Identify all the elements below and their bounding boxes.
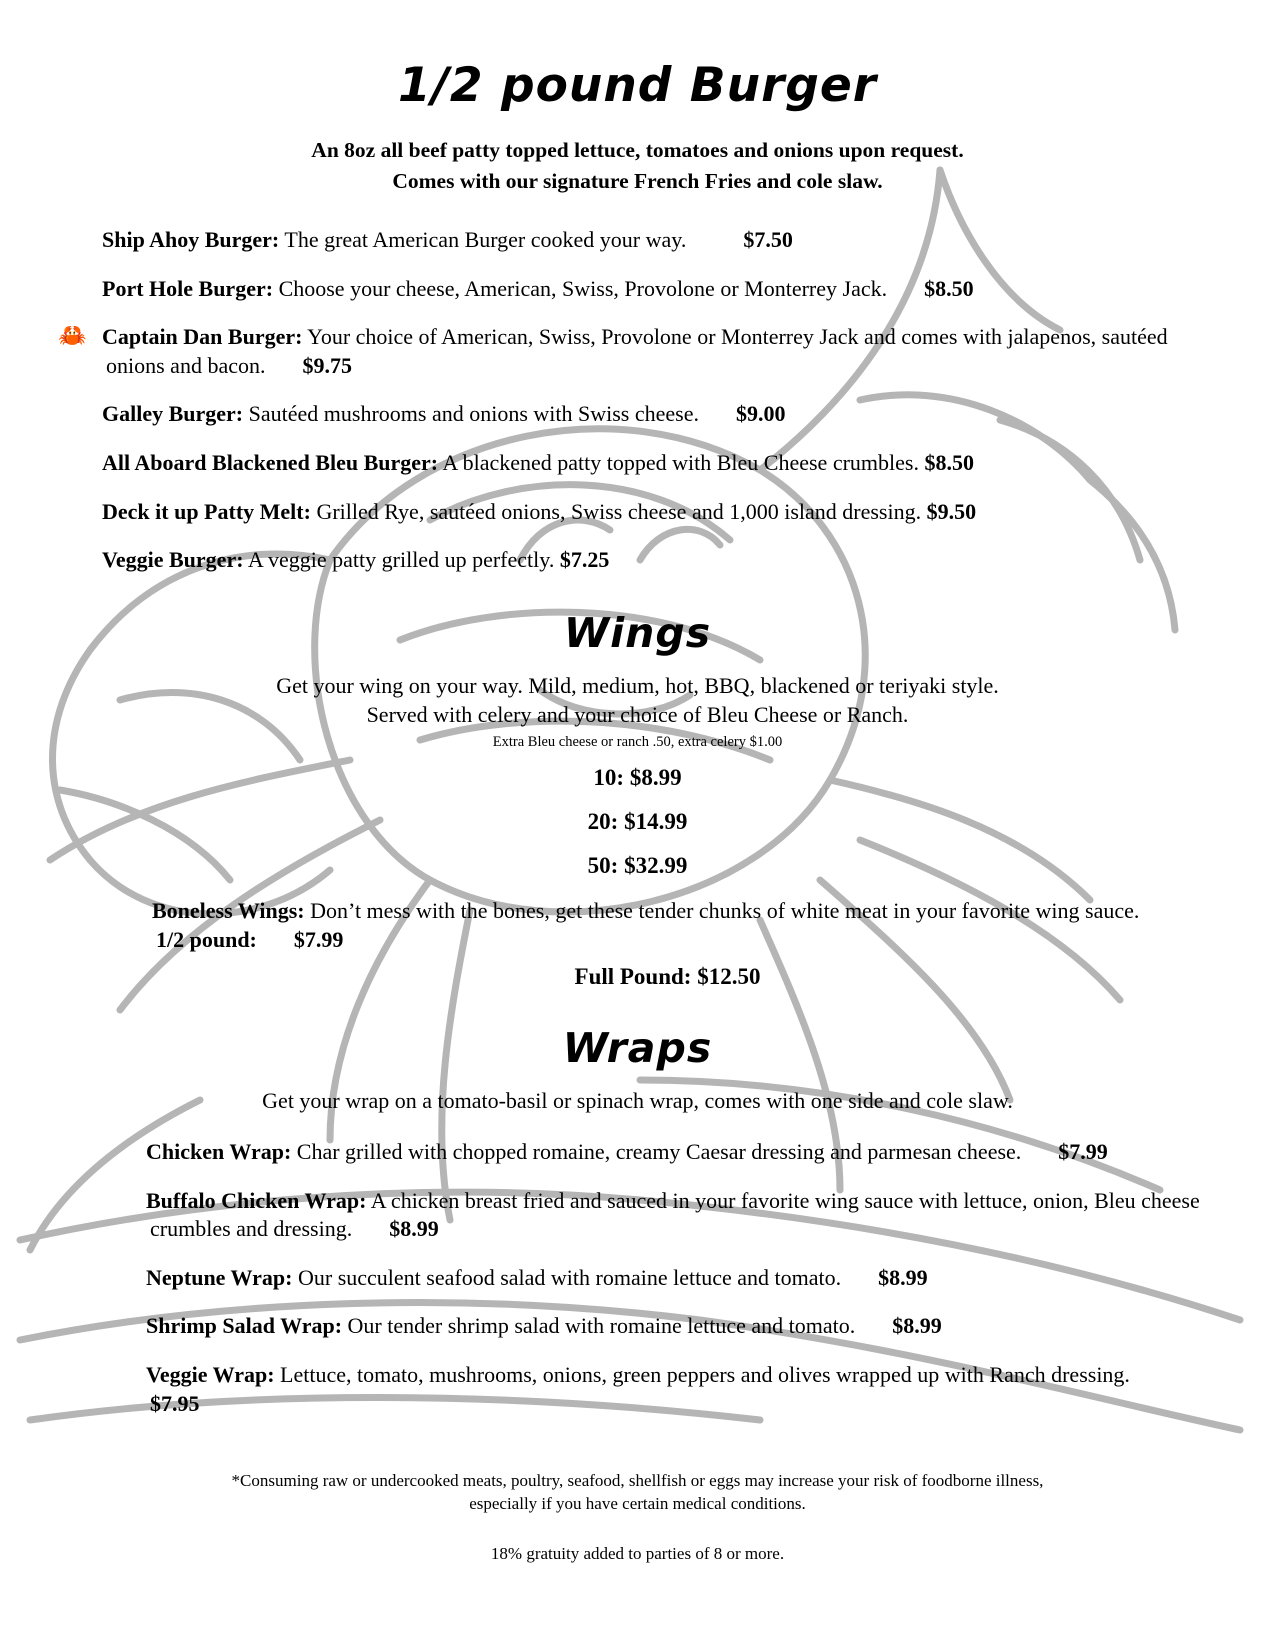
item-price: $7.50 <box>743 227 793 253</box>
boneless-full-pound-price: Full Pound: $12.50 <box>574 964 761 990</box>
menu-item <box>60 1187 1215 1244</box>
item-name: Veggie Burger: <box>102 547 244 573</box>
burgers-section-title: 1/2 pound Burger <box>398 58 877 113</box>
item-description: A blackened patty topped with Bleu Cheese crumbles. <box>442 450 919 475</box>
disclaimer-line-2: especially if you have certain medical conditions. <box>469 1494 806 1514</box>
item-description: Your choice of American, Swiss, Provolone or Monterrey Jack and comes with jalapenos, sautéed onions and bacon. <box>106 324 1168 378</box>
burgers-intro-line-2: Comes with our signature French Fries and cole slaw. <box>392 168 883 193</box>
item-name: Ship Ahoy Burger: <box>102 227 280 253</box>
menu-item <box>60 498 1215 527</box>
menu-item <box>60 897 1215 954</box>
menu-item <box>60 1138 1215 1167</box>
menu-item <box>60 323 1215 380</box>
item-name: Buffalo Chicken Wrap: <box>146 1187 367 1213</box>
item-price: $8.99 <box>878 1264 928 1290</box>
item-price-half-label: 1/2 pound: <box>156 926 257 952</box>
item-price: $9.00 <box>736 401 786 427</box>
item-price: $7.99 <box>1058 1139 1108 1165</box>
menu-item <box>60 400 1215 429</box>
wings-price-50: 50: $32.99 <box>587 853 688 879</box>
item-name: Veggie Wrap: <box>146 1362 275 1387</box>
item-name: Shrimp Salad Wrap: <box>146 1313 343 1339</box>
item-price: $8.50 <box>924 450 974 475</box>
wings-section-title: Wings <box>563 608 712 657</box>
menu-item <box>60 449 1215 478</box>
page-footer <box>60 1470 1215 1564</box>
wings-item-list <box>60 897 1215 954</box>
menu-item <box>60 1361 1215 1418</box>
wings-intro-line-2: Served with celery and your choice of Bleu Cheese or Ranch. <box>366 702 909 728</box>
wings-price-20: 20: $14.99 <box>587 809 688 835</box>
item-description: Choose your cheese, American, Swiss, Provolone or Monterrey Jack. <box>278 275 888 301</box>
item-name: Captain Dan Burger: <box>102 324 303 350</box>
item-description: Sautéed mushrooms and onions with Swiss cheese. <box>248 401 699 427</box>
item-name: Galley Burger: <box>102 401 244 427</box>
wings-intro-line-1: Get your wing on your way. Mild, medium, hot, BBQ, blackened or teriyaki style. <box>276 672 999 698</box>
wraps-intro: Get your wrap on a tomato-basil or spinach wrap, comes with one side and cole slaw. <box>262 1088 1013 1114</box>
item-price: $9.75 <box>302 352 352 378</box>
item-price-half: $7.99 <box>293 926 344 952</box>
menu-item <box>60 546 1215 575</box>
item-description: Our succulent seafood salad with romaine lettuce and tomato. <box>297 1264 842 1290</box>
wraps-section-title: Wraps <box>562 1024 713 1073</box>
item-name: Boneless Wings: <box>152 898 305 924</box>
wings-price-10: 10: $8.99 <box>593 765 682 791</box>
item-price: $7.25 <box>559 547 610 573</box>
burgers-intro <box>60 135 1215 196</box>
item-price: $8.99 <box>892 1313 942 1339</box>
item-name: Deck it up Patty Melt: <box>102 498 311 524</box>
item-description: The great American Burger cooked your way. <box>284 227 687 253</box>
item-description: A chicken breast fried and sauced in your favorite wing sauce with lettuce, onion, Bleu cheese crumbles and dressing. <box>150 1187 1200 1242</box>
menu-item <box>60 275 1215 304</box>
item-price: $8.50 <box>924 275 974 301</box>
item-name: All Aboard Blackened Bleu Burger: <box>102 450 439 475</box>
item-description: Don’t mess with the bones, get these tender chunks of white meat in your favorite wing sauce. <box>310 898 1140 924</box>
gratuity-note: 18% gratuity added to parties of 8 or more. <box>490 1544 785 1564</box>
wraps-item-list <box>60 1138 1215 1418</box>
wings-intro <box>60 671 1215 730</box>
item-price: $9.50 <box>926 498 977 524</box>
menu-item <box>60 1264 1215 1293</box>
item-description: Grilled Rye, sautéed onions, Swiss cheese and 1,000 island dressing. <box>316 498 922 524</box>
item-price: $7.95 <box>150 1390 200 1416</box>
item-description: Our tender shrimp salad with romaine lettuce and tomato. <box>347 1313 856 1339</box>
item-price: $8.99 <box>389 1216 439 1242</box>
item-description: Lettuce, tomato, mushrooms, onions, green peppers and olives wrapped up with Ranch dressing. <box>280 1362 1130 1387</box>
item-name: Neptune Wrap: <box>146 1264 293 1290</box>
item-name: Chicken Wrap: <box>146 1139 292 1165</box>
menu-item <box>60 1312 1215 1341</box>
burgers-item-list <box>60 226 1215 575</box>
crab-icon: 🦀 <box>58 323 87 349</box>
menu-item <box>60 226 1215 255</box>
disclaimer-line-1: *Consuming raw or undercooked meats, poultry, seafood, shellfish or eggs may increase your risk of foodborne illness, <box>231 1471 1044 1491</box>
wings-fineprint: Extra Bleu cheese or ranch .50, extra celery $1.00 <box>492 734 783 751</box>
burgers-intro-line-1: An 8oz all beef patty topped lettuce, tomatoes and onions upon request. <box>311 138 964 162</box>
item-name: Port Hole Burger: <box>102 275 274 301</box>
item-description: Char grilled with chopped romaine, creamy Caesar dressing and parmesan cheese. <box>296 1139 1022 1165</box>
item-description: A veggie patty grilled up perfectly. <box>247 547 555 573</box>
